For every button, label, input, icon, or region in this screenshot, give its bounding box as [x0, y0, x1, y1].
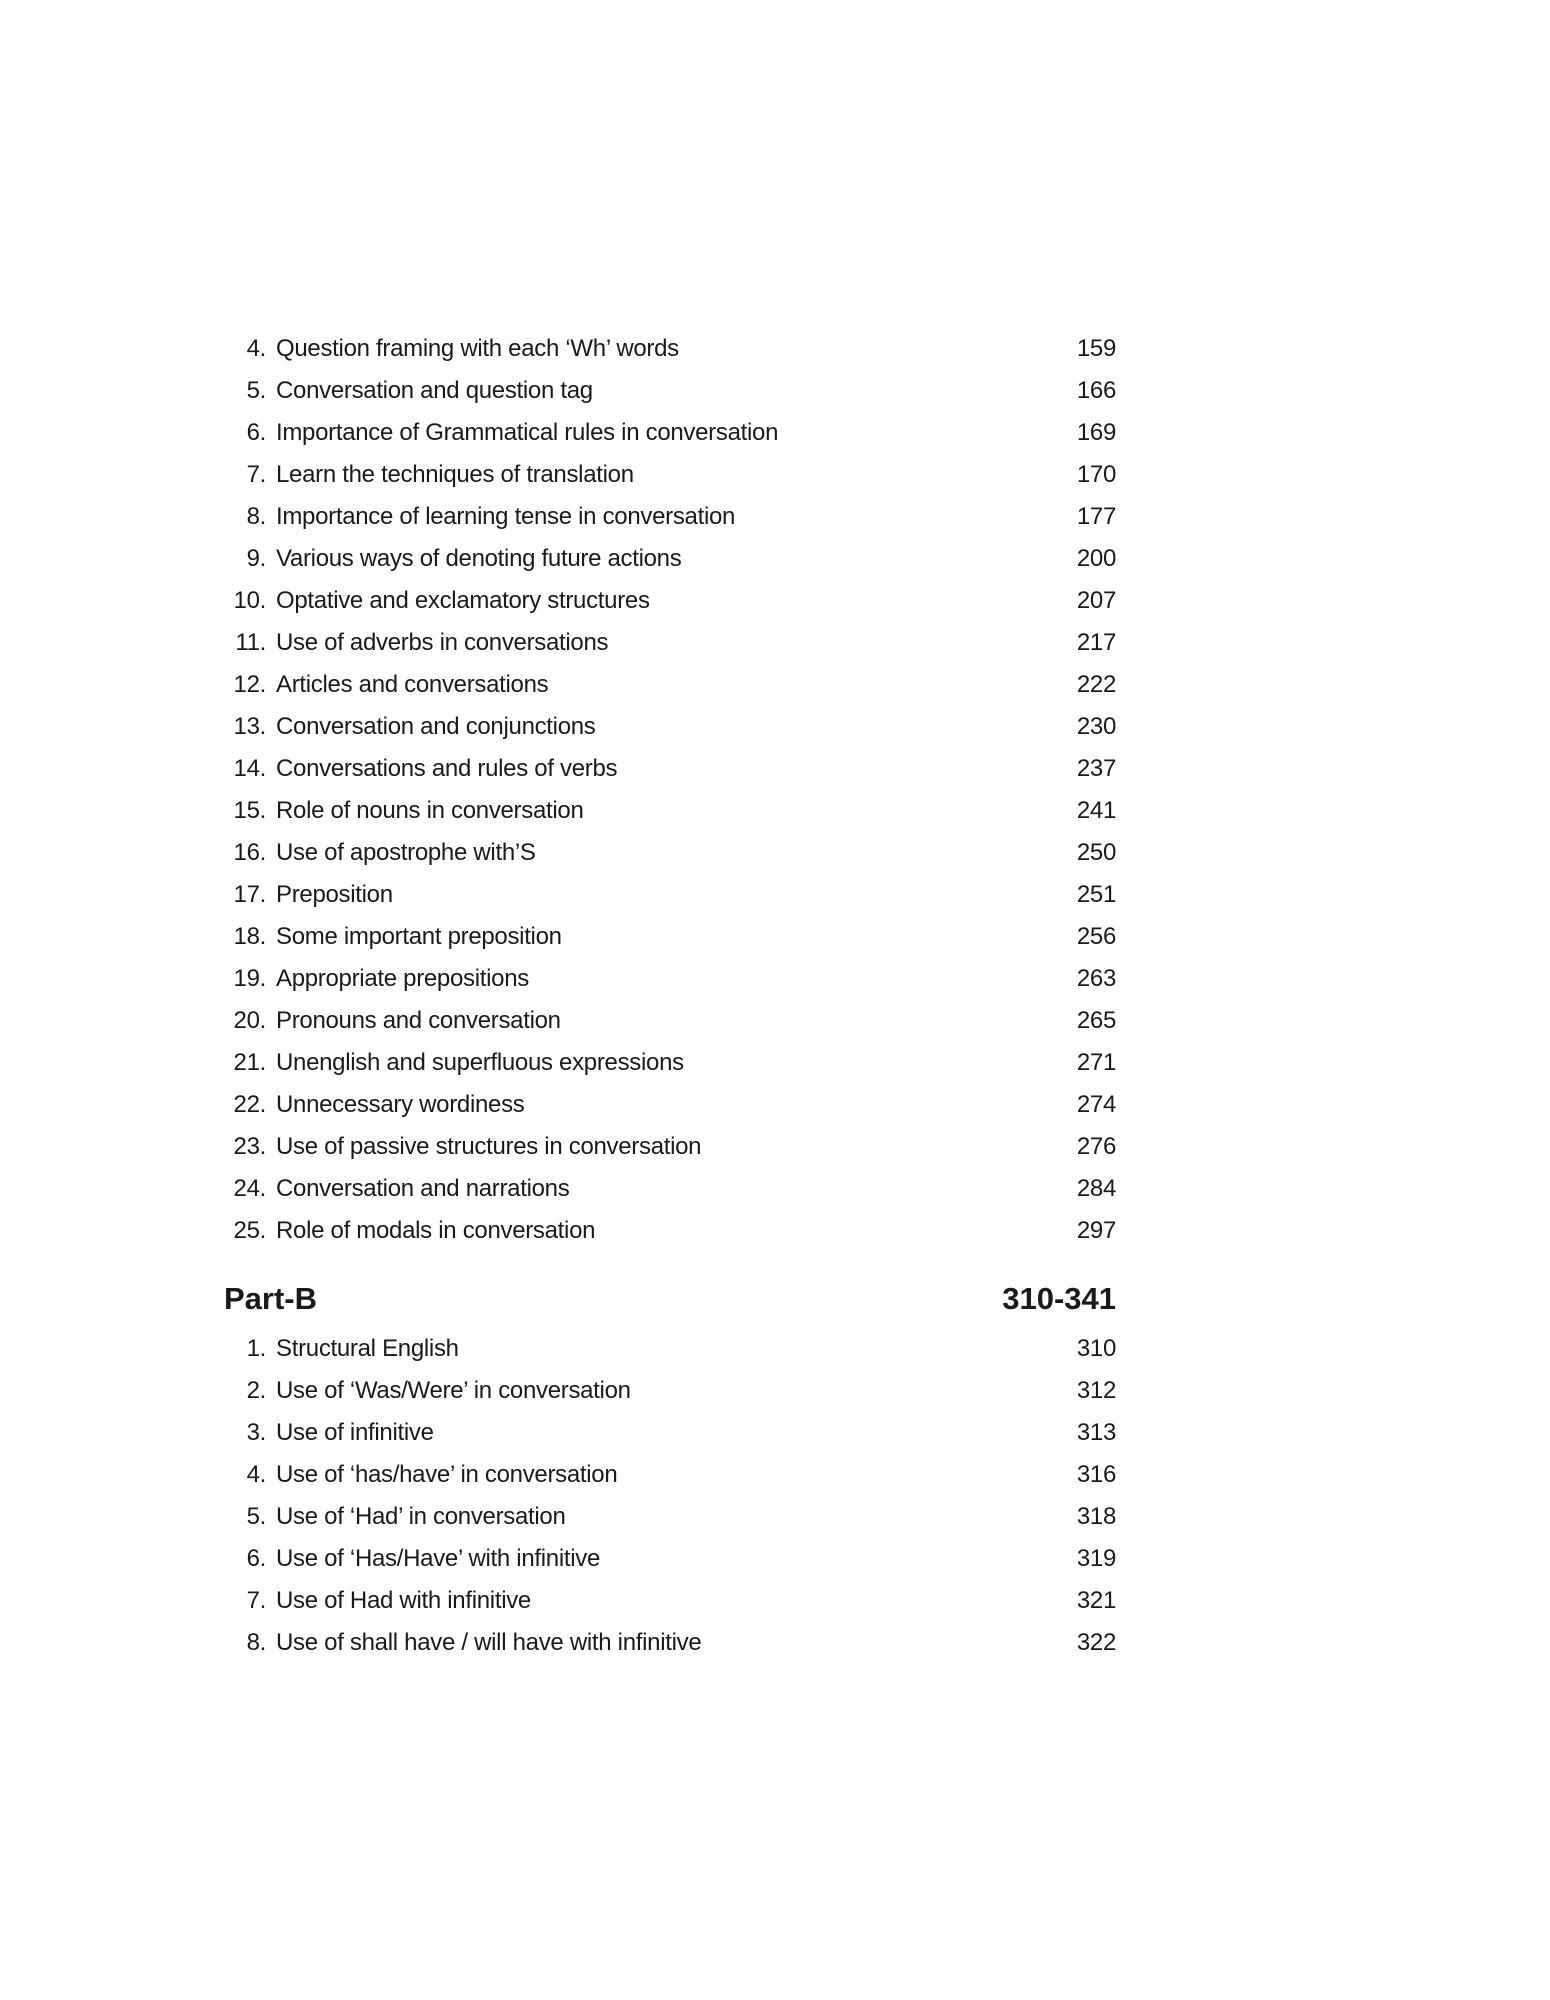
entry-title: Optative and exclamatory structures [276, 587, 650, 614]
entry-number: 5. [246, 1503, 266, 1530]
entry-title: Structural English [276, 1335, 459, 1362]
entry-title: Importance of learning tense in conversation [276, 503, 736, 530]
toc-entry [224, 454, 1116, 496]
entry-title: Conversations and rules of verbs [276, 755, 618, 782]
toc-entry [224, 1454, 1116, 1496]
toc-entry [224, 370, 1116, 412]
entry-number: 21. [233, 1049, 266, 1076]
entry-number: 7. [246, 461, 266, 488]
toc-entry [224, 1412, 1116, 1454]
entry-title: Role of modals in conversation [276, 1217, 596, 1244]
entry-number: 6. [246, 1545, 266, 1572]
entry-number: 10. [233, 587, 266, 614]
entry-title: Appropriate prepositions [276, 965, 529, 992]
toc-entry [224, 1580, 1116, 1622]
entry-page: 159 [1076, 335, 1116, 362]
entry-title: Use of ‘Had’ in conversation [276, 1503, 566, 1530]
entry-page: 321 [1076, 1587, 1116, 1614]
entry-page: 241 [1076, 797, 1116, 824]
entry-number: 12. [233, 671, 266, 698]
toc-entry [224, 412, 1116, 454]
entry-number: 18. [233, 923, 266, 950]
entry-title: Question framing with each ‘Wh’ words [276, 335, 679, 362]
entry-page: 318 [1076, 1503, 1116, 1530]
entry-page: 169 [1076, 419, 1116, 446]
entry-number: 4. [246, 335, 266, 362]
entry-page: 271 [1076, 1049, 1116, 1076]
entry-title: Use of infinitive [276, 1419, 434, 1446]
entry-number: 2. [246, 1377, 266, 1404]
entry-number: 23. [233, 1133, 266, 1160]
entry-page: 263 [1076, 965, 1116, 992]
entry-title: Pronouns and conversation [276, 1007, 561, 1034]
entry-title: Learn the techniques of translation [276, 461, 634, 488]
entry-page: 297 [1076, 1217, 1116, 1244]
entry-page: 217 [1076, 629, 1116, 656]
entry-title: Unenglish and superfluous expressions [276, 1049, 684, 1076]
entry-page: 276 [1076, 1133, 1116, 1160]
toc-entry [224, 1000, 1116, 1042]
entry-number: 15. [233, 797, 266, 824]
entry-number: 8. [246, 503, 266, 530]
entry-page: 274 [1076, 1091, 1116, 1118]
entry-title: Use of passive structures in conversation [276, 1133, 702, 1160]
toc-entry [224, 1084, 1116, 1126]
entry-number: 13. [233, 713, 266, 740]
entry-number: 25. [233, 1217, 266, 1244]
toc-entry [224, 1328, 1116, 1370]
toc-entry [224, 1210, 1116, 1252]
entry-title: Conversation and conjunctions [276, 713, 596, 740]
entry-page: 316 [1076, 1461, 1116, 1488]
toc-entry [224, 916, 1116, 958]
entry-page: 222 [1076, 671, 1116, 698]
entry-number: 5. [246, 377, 266, 404]
entry-title: Use of ‘Has/Have’ with infinitive [276, 1545, 601, 1572]
entry-title: Conversation and question tag [276, 377, 593, 404]
entry-title: Some important preposition [276, 923, 562, 950]
entry-page: 312 [1076, 1377, 1116, 1404]
entry-page: 170 [1076, 461, 1116, 488]
entry-title: Conversation and narrations [276, 1175, 570, 1202]
entry-page: 237 [1076, 755, 1116, 782]
toc-entry [224, 958, 1116, 1000]
toc-entry [224, 790, 1116, 832]
toc-entry [224, 1622, 1116, 1664]
entry-number: 22. [233, 1091, 266, 1118]
entry-title: Articles and conversations [276, 671, 549, 698]
entry-page: 200 [1076, 545, 1116, 572]
entry-page: 319 [1076, 1545, 1116, 1572]
part-a-list [224, 328, 1116, 1252]
entry-number: 6. [246, 419, 266, 446]
entry-number: 4. [246, 1461, 266, 1488]
entry-title: Use of Had with infinitive [276, 1587, 531, 1614]
toc-entry [224, 538, 1116, 580]
entry-page: 310 [1076, 1335, 1116, 1362]
entry-page: 250 [1076, 839, 1116, 866]
entry-page: 177 [1076, 503, 1116, 530]
entry-number: 24. [233, 1175, 266, 1202]
entry-number: 16. [233, 839, 266, 866]
toc-entry [224, 748, 1116, 790]
toc-entry [224, 1168, 1116, 1210]
entry-number: 3. [246, 1419, 266, 1446]
entry-number: 8. [246, 1629, 266, 1656]
entry-title: Use of apostrophe with’S [276, 839, 536, 866]
entry-title: Importance of Grammatical rules in conversation [276, 419, 779, 446]
part-b-heading [224, 1270, 1116, 1328]
entry-number: 1. [246, 1335, 266, 1362]
toc-entry [224, 832, 1116, 874]
entry-page: 207 [1076, 587, 1116, 614]
toc-entry [224, 1538, 1116, 1580]
entry-title: Use of shall have / will have with infinitive [276, 1629, 702, 1656]
entry-page: 313 [1076, 1419, 1116, 1446]
entry-title: Use of ‘Was/Were’ in conversation [276, 1377, 631, 1404]
toc-entry [224, 706, 1116, 748]
part-b-page-range: 310-341 [1002, 1281, 1116, 1316]
entry-title: Role of nouns in conversation [276, 797, 584, 824]
entry-number: 19. [233, 965, 266, 992]
toc-entry [224, 328, 1116, 370]
toc-entry [224, 1042, 1116, 1084]
entry-page: 265 [1076, 1007, 1116, 1034]
entry-number: 20. [233, 1007, 266, 1034]
entry-title: Various ways of denoting future actions [276, 545, 682, 572]
toc-entry [224, 496, 1116, 538]
toc-entry [224, 622, 1116, 664]
part-b-list [224, 1328, 1116, 1664]
entry-page: 251 [1076, 881, 1116, 908]
entry-page: 230 [1076, 713, 1116, 740]
entry-page: 166 [1076, 377, 1116, 404]
entry-title: Unnecessary wordiness [276, 1091, 525, 1118]
entry-title: Preposition [276, 881, 393, 908]
entry-number: 17. [233, 881, 266, 908]
toc-entry [224, 1496, 1116, 1538]
entry-page: 322 [1076, 1629, 1116, 1656]
toc-entry [224, 664, 1116, 706]
entry-title: Use of ‘has/have’ in conversation [276, 1461, 618, 1488]
entry-page: 256 [1076, 923, 1116, 950]
toc-entry [224, 580, 1116, 622]
entry-number: 7. [246, 1587, 266, 1614]
toc-entry [224, 874, 1116, 916]
toc-entry [224, 1370, 1116, 1412]
entry-title: Use of adverbs in conversations [276, 629, 609, 656]
entry-number: 9. [246, 545, 266, 572]
entry-page: 284 [1076, 1175, 1116, 1202]
toc-entry [224, 1126, 1116, 1168]
entry-number: 14. [233, 755, 266, 782]
part-b-title: Part-B [224, 1281, 318, 1316]
entry-number: 11. [235, 629, 266, 656]
table-of-contents [224, 328, 1116, 1664]
